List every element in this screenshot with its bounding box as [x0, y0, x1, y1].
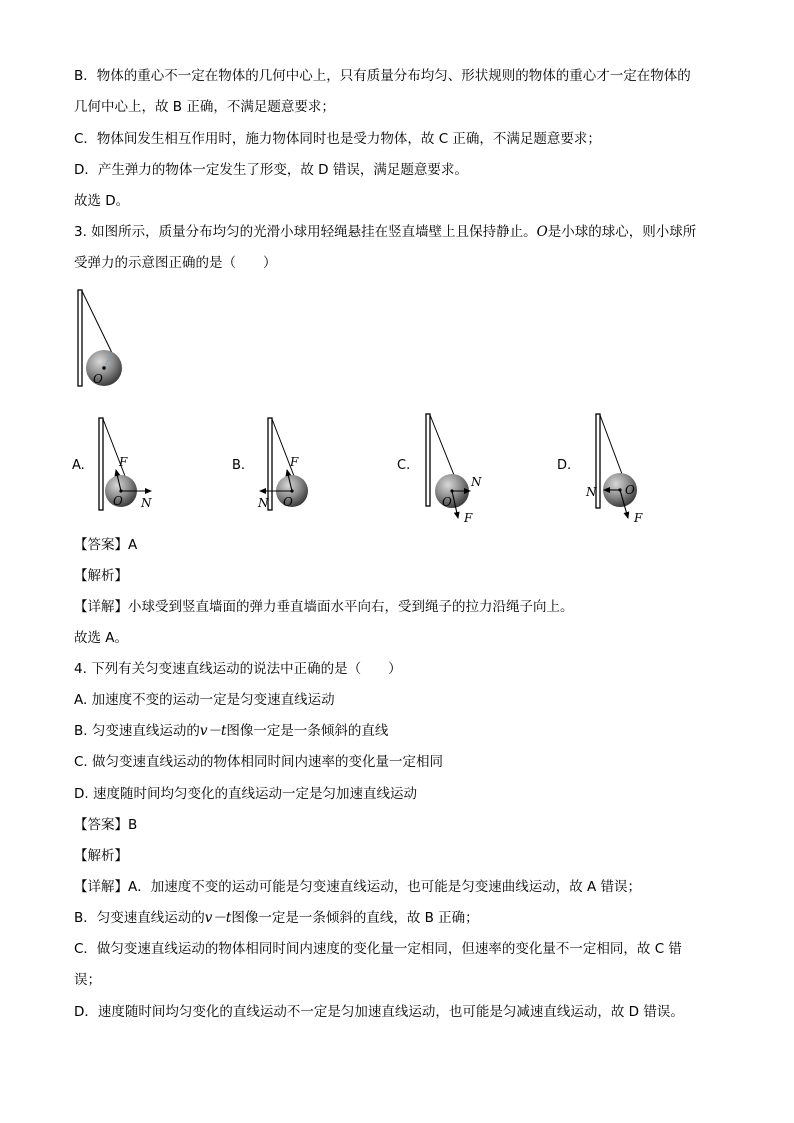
q3-choose: 故选 A。	[74, 630, 129, 646]
rope	[82, 291, 113, 355]
q2-choose: 故选 D。	[74, 193, 130, 209]
wall	[596, 414, 600, 508]
rope	[430, 415, 454, 475]
label-o: O	[442, 495, 452, 509]
q3-analysis: 【解析】	[74, 568, 128, 584]
q3-detail: 【详解】小球受到竖直墙面的弹力垂直墙面水平向右，受到绳子的拉力沿绳子向上。	[74, 599, 574, 615]
q3-option-a-label: A.	[72, 458, 85, 473]
q3-option-d-label: D.	[557, 458, 572, 473]
label-f: F	[119, 455, 128, 469]
q3-option-c-diagram	[420, 412, 500, 524]
q3-option-c-label: C.	[397, 458, 411, 473]
wall	[268, 418, 272, 510]
q2-option-d: D．产生弹力的物体一定发生了形变，故 D 错误，满足题意要求。	[74, 162, 468, 178]
q3-option-b-diagram	[254, 416, 324, 516]
q4-option-a: A. 加速度不变的运动一定是匀变速直线运动	[74, 692, 335, 708]
q3-stem-line2: 受弹力的示意图正确的是（ ）	[74, 255, 277, 271]
q3-option-d-diagram	[584, 412, 664, 524]
q4-option-d: D. 速度随时间均匀变化的直线运动一定是匀加速直线运动	[74, 786, 417, 802]
q4-detail-c-line1: C．做匀变速直线运动的物体相同时间内速度的变化量一定相同，但速率的变化量不一定相同，故 C 错	[74, 941, 682, 957]
label-o: O	[93, 372, 103, 386]
label-f: F	[290, 455, 299, 469]
q3-answer: 【答案】A	[74, 537, 138, 553]
q3-option-b-label: B.	[232, 458, 246, 473]
q4-analysis: 【解析】	[74, 848, 128, 864]
label-n: N	[471, 475, 482, 489]
label-o: O	[283, 495, 293, 509]
q4-detail-a: 【详解】A．加速度不变的运动可能是匀变速直线运动，也可能是匀变速曲线运动，故 A 错误；	[74, 879, 642, 895]
q3-stem-line1: 3. 如图所示，质量分布均匀的光滑小球用轻绳悬挂在竖直墙壁上且保持静止。O是小球的球心，则小球所	[74, 224, 697, 240]
q2-option-b-line2: 几何中心上，故 B 正确，不满足题意要求；	[74, 99, 335, 115]
q2-option-c: C．物体间发生相互作用时，施力物体同时也是受力物体，故 C 正确，不满足题意要求；	[74, 131, 601, 147]
label-n: N	[258, 496, 269, 510]
q4-detail-c-line2: 误；	[74, 972, 101, 988]
label-o: O	[113, 494, 123, 508]
label-n: N	[586, 485, 597, 499]
center-dot	[290, 489, 293, 492]
center-dot	[450, 489, 453, 492]
q4-detail-d: D．速度随时间均匀变化的直线运动不一定是匀加速直线运动，也可能是匀减速直线运动，故 D 错误。	[74, 1004, 684, 1020]
q4-detail-b: B．匀变速直线运动的v－t图像一定是一条倾斜的直线，故 B 正确；	[74, 910, 479, 926]
q4-option-c: C. 做匀变速直线运动的物体相同时间内速率的变化量一定相同	[74, 754, 444, 770]
wall	[99, 418, 103, 510]
label-f: F	[634, 511, 643, 525]
center-dot	[119, 489, 122, 492]
wall	[78, 290, 82, 386]
q2-option-b-line1: B．物体的重心不一定在物体的几何中心上，只有质量分布均匀、形状规则的物体的重心才一定在物体的	[74, 68, 691, 84]
wall	[426, 414, 430, 506]
rope	[600, 415, 622, 474]
q3-option-a-diagram	[95, 416, 165, 516]
q3-main-diagram	[72, 288, 132, 392]
label-n: N	[141, 496, 152, 510]
q4-stem: 4. 下列有关匀变速直线运动的说法中正确的是（ ）	[74, 661, 402, 677]
label-f: F	[464, 511, 473, 525]
center-dot	[618, 488, 621, 491]
center-dot	[102, 366, 105, 369]
label-o: O	[625, 483, 635, 497]
q4-option-b: B. 匀变速直线运动的v－t图像一定是一条倾斜的直线	[74, 723, 389, 739]
q4-answer: 【答案】B	[74, 817, 138, 833]
